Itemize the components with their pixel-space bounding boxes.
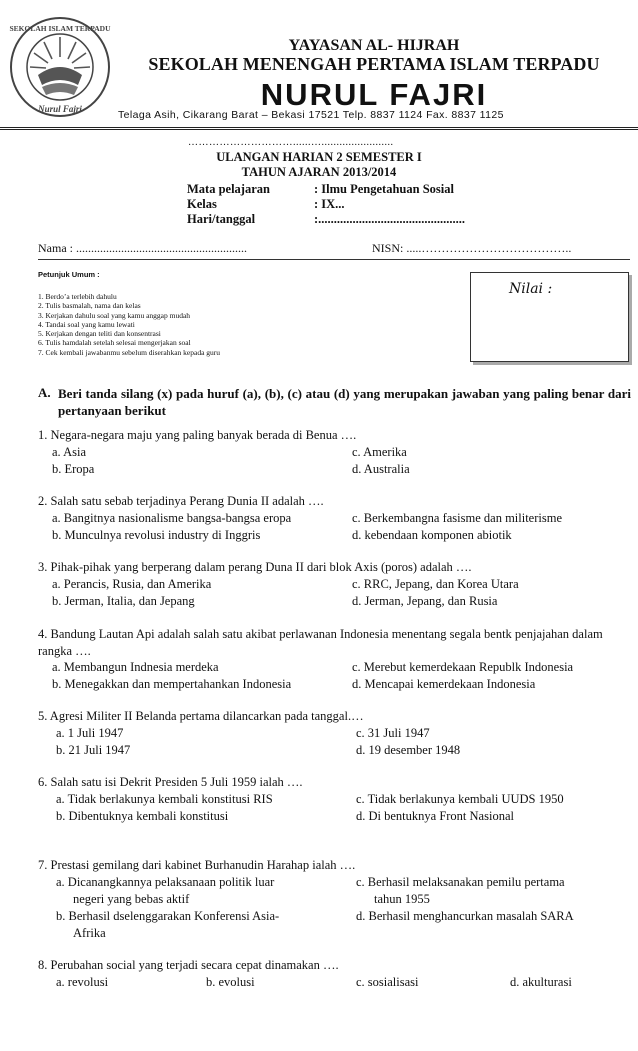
section-letter: A. — [38, 385, 51, 400]
q5-option-a[interactable]: a. 1 Juli 1947 — [56, 726, 124, 740]
class-value: : IX... — [314, 197, 345, 211]
q6-option-d[interactable]: d. Di bentuknya Front Nasional — [356, 809, 514, 823]
question-6: 6. Salah satu isi Dekrit Presiden 5 Juli 1959 ialah …. — [38, 775, 303, 789]
instructions-title: Petunjuk Umum : — [38, 270, 100, 279]
q1-option-d[interactable]: d. Australia — [352, 462, 410, 476]
q8-option-a[interactable]: a. revolusi — [56, 975, 109, 989]
question-2: 2. Salah satu sebab terjadinya Perang Dunia II adalah …. — [38, 494, 324, 508]
class-label: Kelas — [187, 197, 217, 211]
q2-option-a[interactable]: a. Bangitnya nasionalisme bangsa-bangsa eropa — [52, 511, 292, 525]
instruction-item: 6. Tulis hamdalah setelah selesai mengerjakan soal — [38, 338, 191, 348]
q2-option-b[interactable]: b. Munculnya revolusi industry di Inggris — [52, 528, 261, 542]
q6-option-a[interactable]: a. Tidak berlakunya kembali konstitusi RIS — [56, 792, 273, 806]
q4-option-c[interactable]: c. Merebut kemerdekaan Republk Indonesia — [352, 660, 574, 674]
q1-option-c[interactable]: c. Amerika — [352, 445, 407, 459]
q4-option-a[interactable]: a. Membangun Indnesia merdeka — [52, 660, 219, 674]
q3-option-a[interactable]: a. Perancis, Rusia, dan Amerika — [52, 577, 212, 591]
school-address: Telaga Asih, Cikarang Barat – Bekasi 17521 Telp. 8837 1124 Fax. 8837 1125 — [118, 109, 504, 121]
score-label: Nilai : — [509, 281, 553, 297]
date-value: :............................................... — [314, 212, 466, 226]
question-7: 7. Prestasi gemilang dari kabinet Burhanudin Harahap ialah …. — [38, 858, 356, 872]
q7-option-d[interactable]: d. Berhasil menghancurkan masalah SARA — [356, 909, 574, 923]
question-8: 8. Perubahan social yang terjadi secara cepat dinamakan …. — [38, 958, 339, 972]
q4-option-b[interactable]: b. Menegakkan dan mempertahankan Indonesia — [52, 677, 292, 691]
logo-top-text: SEKOLAH ISLAM TERPADU — [9, 24, 111, 33]
q2-option-c[interactable]: c. Berkembangna fasisme dan militerisme — [352, 511, 563, 525]
name-field[interactable]: Nama : ......................................................... — [38, 241, 247, 255]
q7-option-a-cont: negeri yang bebas aktif — [73, 892, 190, 906]
q3-option-d[interactable]: d. Jerman, Jepang, dan Rusia — [352, 594, 498, 608]
section-instruction: Beri tanda silang (x) pada huruf (a), (b), (c) atau (d) yang merupakan jawaban yang paling benar dari pertanyaan berikut — [58, 386, 631, 418]
instruction-item: 2. Tulis basmalah, nama dan kelas — [38, 301, 141, 311]
exam-title: ULANGAN HARIAN 2 SEMESTER I — [216, 150, 422, 164]
q8-option-d[interactable]: d. akulturasi — [510, 975, 572, 989]
question-4: 4. Bandung Lautan Api adalah salah satu akibat perlawanan Indonesia menentang segala bentk penjajahan dalam rangka …. — [38, 627, 603, 658]
q1-option-a[interactable]: a. Asia — [52, 445, 87, 459]
school-type: SEKOLAH MENENGAH PERTAMA ISLAM TERPADU — [148, 54, 600, 74]
instruction-item: 3. Kerjakan dahulu soal yang kamu anggap mudah — [38, 310, 191, 320]
instruction-item: 7. Cek kembali jawabanmu sebelum diserahkan kepada guru — [38, 347, 221, 357]
score-box[interactable] — [470, 272, 629, 362]
nisn-field[interactable]: NISN: .....……………………………….. — [372, 241, 572, 255]
q8-option-b[interactable]: b. evolusi — [206, 975, 255, 989]
question-5: 5. Agresi Militer II Belanda pertama dilancarkan pada tanggal.… — [38, 709, 364, 723]
subject-value: : Ilmu Pengetahuan Sosial — [314, 182, 454, 196]
q7-option-b-cont: Afrika — [73, 926, 106, 940]
q7-option-b[interactable]: b. Berhasil dselenggarakan Konferensi Asia- — [56, 909, 280, 923]
question-3: 3. Pihak-pihak yang berperang dalam perang Duna II dari blok Axis (poros) adalah …. — [38, 560, 472, 574]
exam-year: TAHUN AJARAN 2013/2014 — [241, 165, 397, 179]
subject-label: Mata pelajaran — [187, 182, 270, 196]
info-divider — [38, 259, 630, 260]
q3-option-c[interactable]: c. RRC, Jepang, dan Korea Utara — [352, 577, 519, 591]
q3-option-b[interactable]: b. Jerman, Italia, dan Jepang — [52, 594, 195, 608]
instructions-list — [38, 292, 220, 357]
instruction-item: 4. Tandai soal yang kamu lewati — [38, 319, 135, 329]
school-logo — [8, 15, 112, 119]
question-1: 1. Negara-negara maju yang paling banyak berada di Benua …. — [38, 428, 357, 442]
q6-option-c[interactable]: c. Tidak berlakunya kembali UUDS 1950 — [356, 792, 564, 806]
q2-option-d[interactable]: d. kebendaan komponen abiotik — [352, 528, 512, 542]
q7-option-c-cont: tahun 1955 — [374, 892, 430, 906]
instruction-item: 5. Kerjakan dengan teliti dan konsentrasi — [38, 329, 161, 339]
q4-option-d[interactable]: d. Mencapai kemerdekaan Indonesia — [352, 677, 536, 691]
q6-option-b[interactable]: b. Dibentuknya kembali konstitusi — [56, 809, 229, 823]
foundation-name: YAYASAN AL- HIJRAH — [288, 37, 460, 54]
q5-option-d[interactable]: d. 19 desember 1948 — [356, 743, 461, 757]
q5-option-b[interactable]: b. 21 Juli 1947 — [56, 743, 131, 757]
header-divider — [0, 127, 638, 130]
q7-option-a[interactable]: a. Dicanangkannya pelaksanaan politik luar — [56, 875, 275, 889]
logo-bottom-text: Nurul Fajri — [38, 104, 82, 114]
instruction-item: 1. Berdo’a terlebih dahulu — [38, 292, 117, 301]
school-name: NURUL FAJRI — [260, 77, 488, 112]
q7-option-c[interactable]: c. Berhasil melaksanakan pemilu pertama — [356, 875, 565, 889]
date-label: Hari/tanggal — [187, 212, 256, 226]
q1-option-b[interactable]: b. Eropa — [52, 462, 95, 476]
q8-option-c[interactable]: c. sosialisasi — [356, 975, 419, 989]
dotted-line: …………………………......…........................ — [188, 137, 394, 148]
q5-option-c[interactable]: c. 31 Juli 1947 — [356, 726, 430, 740]
